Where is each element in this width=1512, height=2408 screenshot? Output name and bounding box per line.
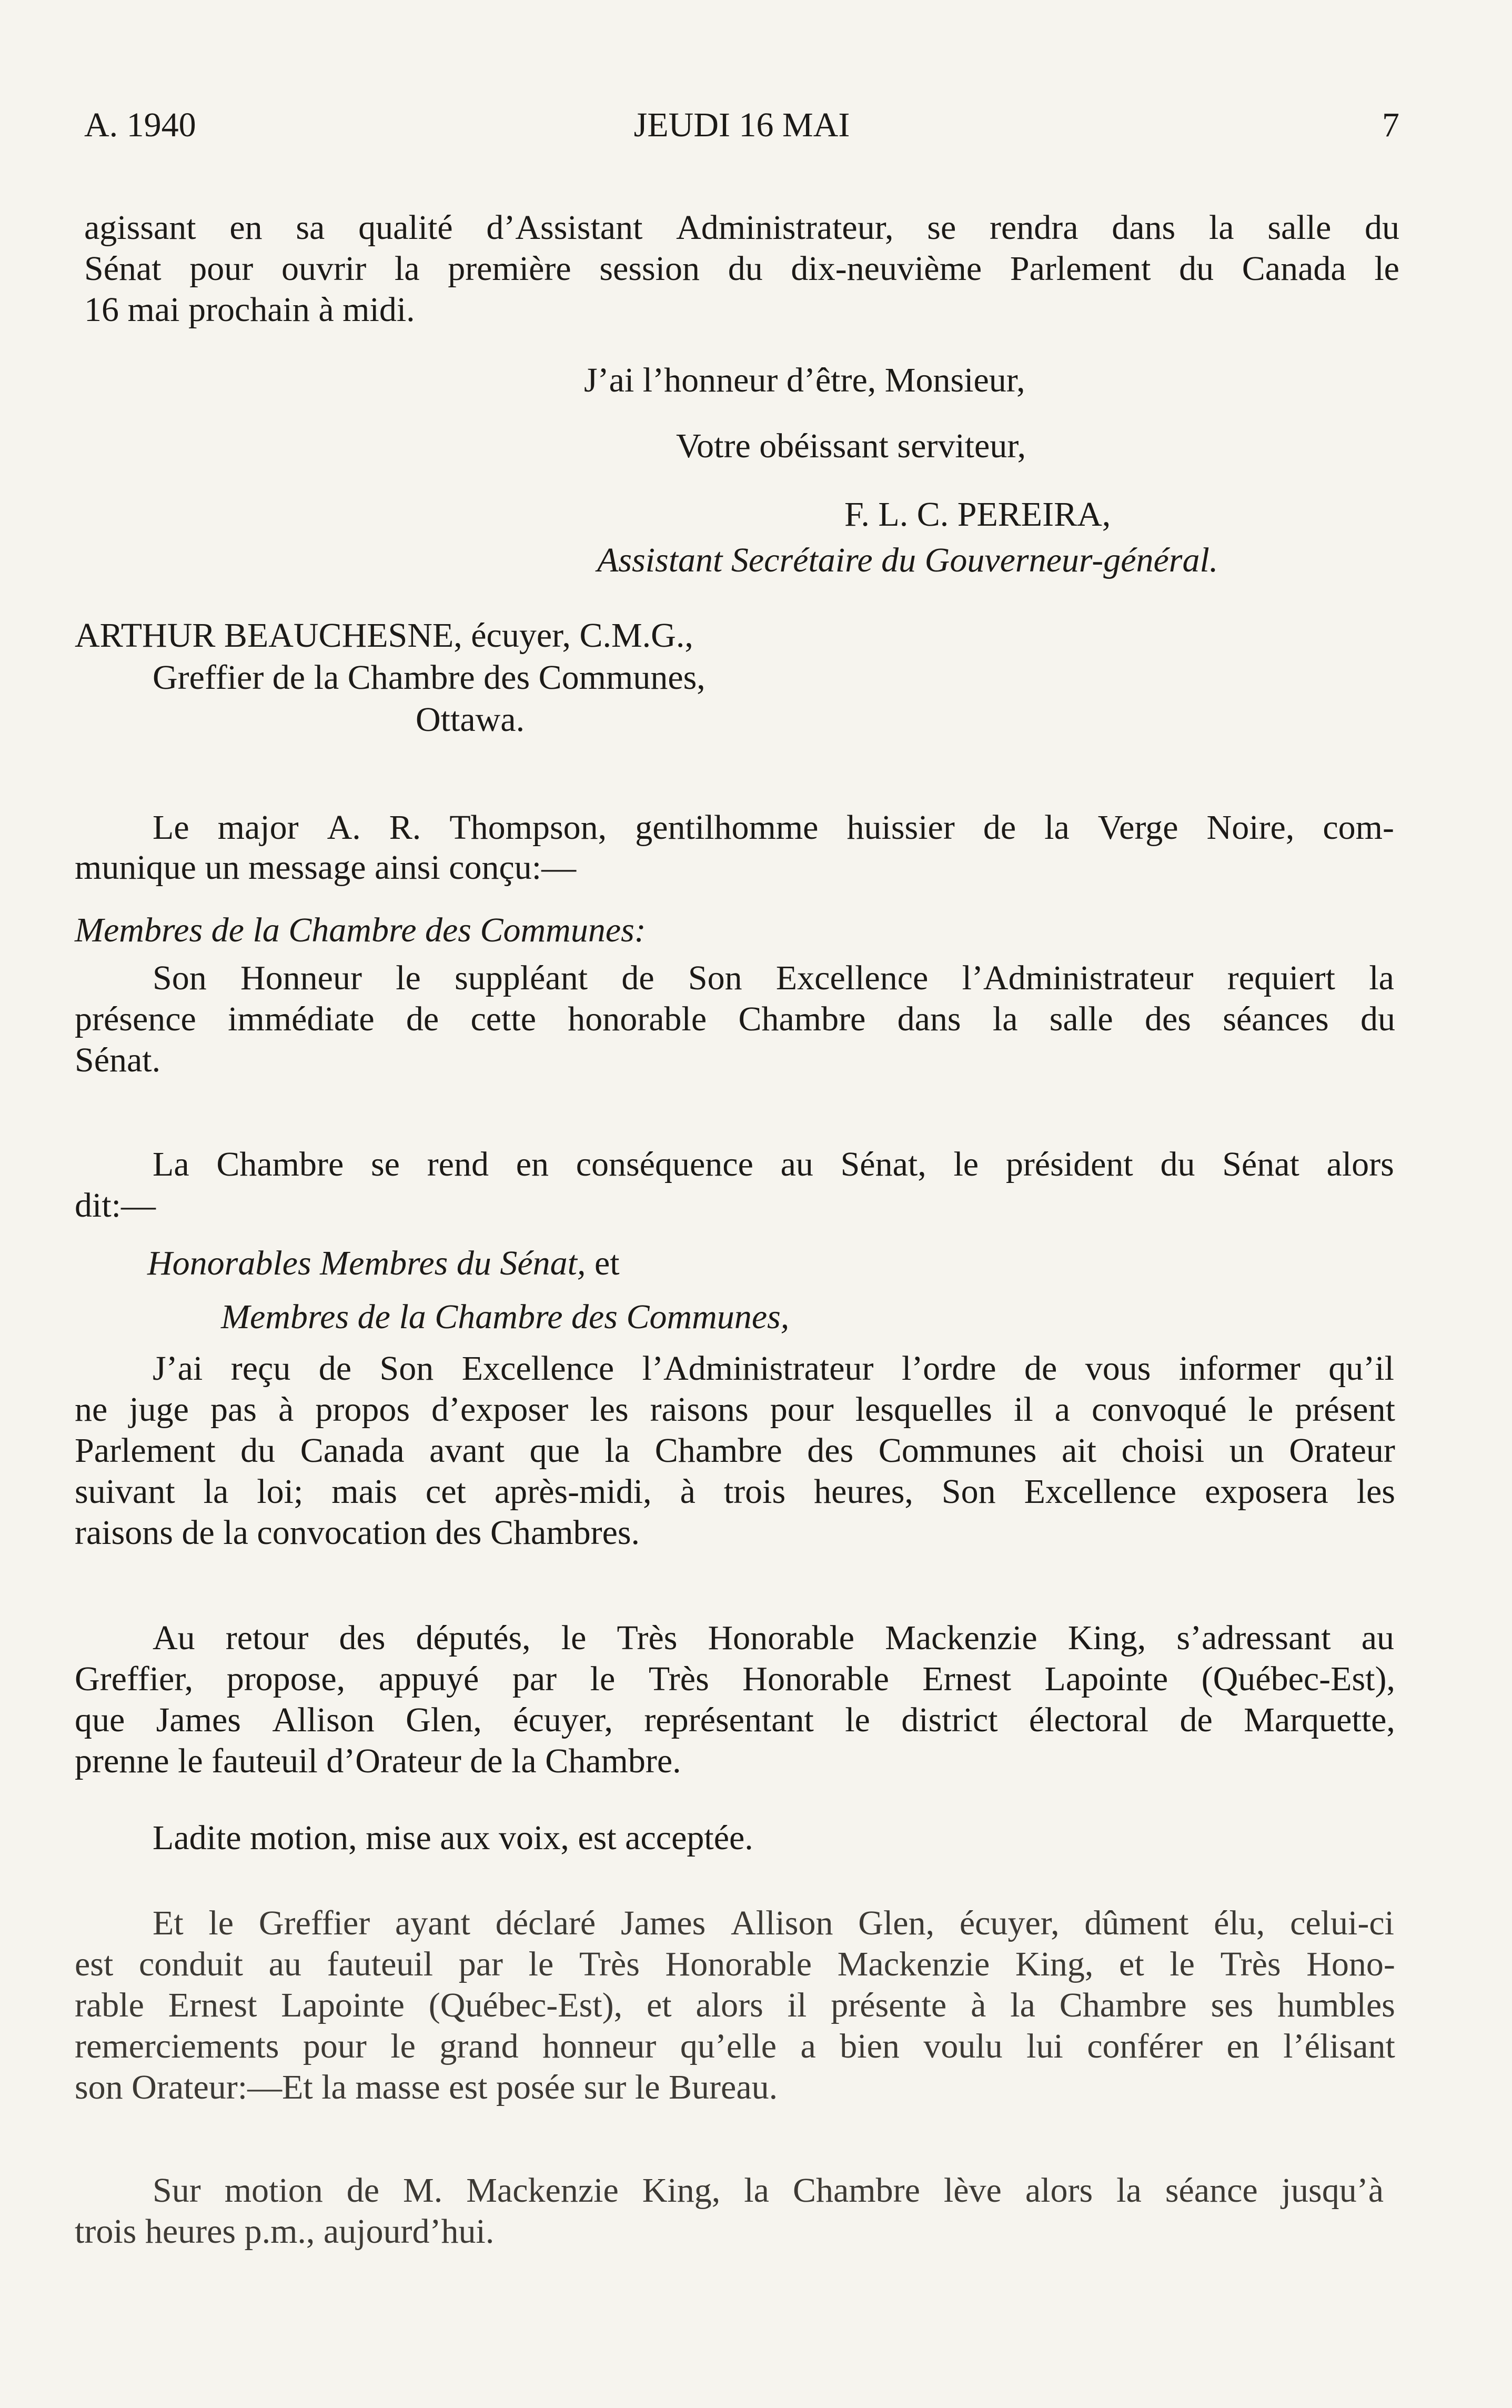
p4-line-1: Au retour des députés, le Très Honorable Mackenzie King, s’adressant au xyxy=(153,1619,1394,1657)
letter-signatory-title: Assistant Secrétaire du Gouverneur-général. xyxy=(597,541,1218,579)
letter-addressee-name: ARTHUR BEAUCHESNE, écuyer, C.M.G., xyxy=(75,616,693,655)
p4-line-2: Greffier, propose, appuyé par le Très Honorable Ernest Lapointe (Québec-Est), xyxy=(75,1660,1395,1698)
p1-line-1: agissant en sa qualité d’Assistant Administrateur, se rendra dans la salle du xyxy=(84,208,1399,247)
speech-address-2: Membres de la Chambre des Communes, xyxy=(221,1298,790,1336)
p6-line-5: son Orateur:—Et la masse est posée sur le Bureau. xyxy=(75,2068,778,2106)
speech-line-5: raisons de la convocation des Chambres. xyxy=(75,1513,640,1552)
p7-line-1: Sur motion de M. Mackenzie King, la Chambre lève alors la séance jusqu’à xyxy=(153,2171,1384,2210)
page-header xyxy=(84,105,1399,153)
letter-signatory: F. L. C. PEREIRA, xyxy=(844,495,1111,534)
page-number: 7 xyxy=(1382,106,1399,144)
message-line-1: Son Honneur le suppléant de Son Excellence l’Administrateur requiert la xyxy=(153,959,1394,997)
speech-line-4: suivant la loi; mais cet après-midi, à trois heures, Son Excellence exposera les xyxy=(75,1472,1395,1511)
p7-line-2: trois heures p.m., aujourd’hui. xyxy=(75,2212,495,2251)
letter-addressee-office: Greffier de la Chambre des Communes, xyxy=(153,658,705,697)
letter-closing: Votre obéissant serviteur, xyxy=(676,427,1026,465)
p4-line-4: prenne le fauteuil d’Orateur de la Chambre. xyxy=(75,1742,681,1780)
speech-address-1: Honorables Membres du Sénat, et xyxy=(147,1244,620,1282)
message-line-2: présence immédiate de cette honorable Chambre dans la salle des séances du xyxy=(75,1000,1395,1038)
p6-line-4: remerciements pour le grand honneur qu’elle a bien voulu lui conférer en l’élisant xyxy=(75,2027,1395,2065)
letter-addressee-city: Ottawa. xyxy=(416,700,525,739)
p1-line-2: Sénat pour ouvrir la première session du dix-neuvième Parlement du Canada le xyxy=(84,249,1399,288)
speech-line-3: Parlement du Canada avant que la Chambre des Communes ait choisi un Orateur xyxy=(75,1431,1395,1470)
p2-line-2: munique un message ainsi conçu:— xyxy=(75,848,577,887)
letter-greeting: J’ai l’honneur d’être, Monsieur, xyxy=(584,361,1025,399)
p6-line-2: est conduit au fauteuil par le Très Honorable Mackenzie King, et le Très Hono- xyxy=(75,1945,1395,1983)
header-year: A. 1940 xyxy=(84,106,196,144)
header-date: JEUDI 16 MAI xyxy=(633,106,850,144)
p3-line-1: La Chambre se rend en conséquence au Sénat, le président du Sénat alors xyxy=(153,1145,1394,1183)
p1-line-3: 16 mai prochain à midi. xyxy=(84,290,415,329)
p4-line-3: que James Allison Glen, écuyer, représentant le district électoral de Marquette, xyxy=(75,1701,1395,1739)
p2-line-1: Le major A. R. Thompson, gentilhomme huissier de la Verge Noire, com- xyxy=(153,808,1394,847)
p6-line-3: rable Ernest Lapointe (Québec-Est), et alors il présente à la Chambre ses humbles xyxy=(75,1986,1395,2024)
p3-line-2: dit:— xyxy=(75,1186,156,1225)
message-heading: Membres de la Chambre des Communes: xyxy=(75,911,646,949)
message-line-3: Sénat. xyxy=(75,1041,161,1079)
speech-line-2: ne juge pas à propos d’exposer les raisons pour lesquelles il a convoqué le présent xyxy=(75,1390,1395,1429)
speech-line-1: J’ai reçu de Son Excellence l’Administrateur l’ordre de vous informer qu’il xyxy=(153,1349,1394,1388)
p5-line-1: Ladite motion, mise aux voix, est acceptée. xyxy=(153,1819,753,1857)
p6-line-1: Et le Greffier ayant déclaré James Allison Glen, écuyer, dûment élu, celui-ci xyxy=(153,1904,1394,1942)
